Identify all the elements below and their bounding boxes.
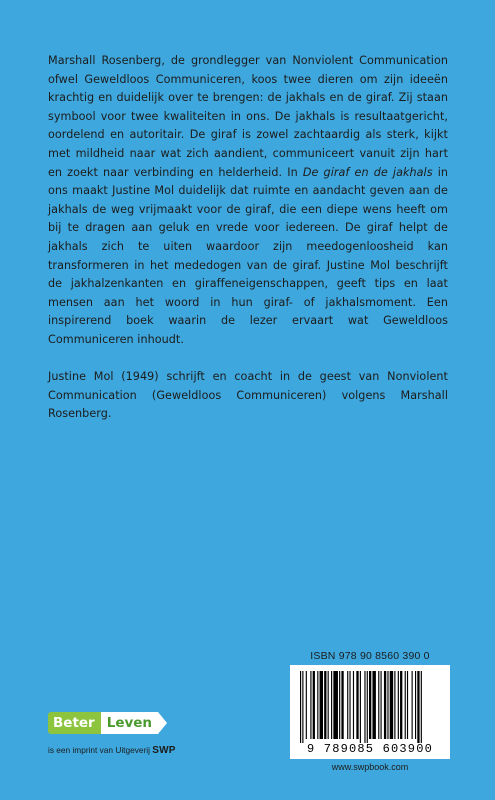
barcode-bar	[324, 671, 326, 739]
barcode-bar	[378, 671, 379, 739]
barcode-bar	[353, 671, 354, 739]
barcode-bar	[398, 671, 399, 739]
back-cover-blurb	[48, 52, 448, 424]
barcode-bar	[421, 671, 422, 743]
barcode-bar	[300, 671, 301, 743]
logo-beter-text: Beter	[48, 712, 101, 734]
barcode-bar	[356, 671, 358, 739]
barcode-bar	[320, 671, 323, 739]
blurb-intro-text: Marshall Rosenberg, de grondlegger van Nonviolent Communication ofwel Geweldloos Communiceren, koos twee dieren om zijn ideeën krachtig en duidelijk over te brengen: de jakhals en de giraf. Zij staan symbool voor twee kwaliteiten in ons. De jakhals is resultaatgericht, oordelend en autoritair. De giraf is zowel zachtaardig als sterk, kijkt met mildheid naar wat zich aandient, communiceert vanuit zijn hart en zoekt naar verbinding en helderheid.	[48, 54, 448, 179]
barcode-bar	[367, 671, 368, 743]
isbn-label: ISBN 978 90 8560 390 0	[310, 650, 430, 662]
barcode-bar	[302, 671, 303, 743]
publisher-website: www.swpbook.com	[331, 762, 409, 772]
blurb-paragraph-2: Justine Mol (1949) schrijft en coacht in de geest van Nonviolent Communication (Geweldloos Communiceren) volgens Marshall Rosenberg.	[48, 370, 448, 421]
imprint-line	[48, 745, 176, 756]
barcode-bar	[310, 671, 311, 739]
barcode-bar	[364, 671, 365, 743]
barcode-bar	[415, 671, 416, 739]
barcode-bar	[331, 671, 332, 739]
barcode-bar	[381, 671, 382, 739]
blurb-paragraph-1	[48, 52, 448, 350]
isbn-block	[290, 650, 450, 773]
barcode-bar	[417, 671, 419, 743]
barcode-bar	[412, 671, 413, 739]
barcode-bar	[369, 671, 371, 739]
barcode-bar	[400, 671, 402, 739]
publisher-name: SWP	[152, 745, 176, 756]
barcode-bar	[387, 671, 388, 739]
blurb-rest-text: in ons maakt Justine Mol duidelijk dat ruimte en aandacht geven aan de jakhals de weg vrijmaakt voor de giraf, die een diepe wens heeft om bij te dragen aan geluk en vrede voor iedereen. De giraf helpt de jakhals zich te uiten waardoor zijn meedogenloosheid kan transformeren in het mededogen van de giraf. Justine Mol beschrijft de jakhalzenkanten en giraffeneigenschappen, geeft tips en laat mensen aan het woord in hun giraf- of jakhalsmoment. Een inspirerend boek waarin de lezer ervaart wat Geweldloos Communiceren inhoudt.	[48, 165, 449, 346]
barcode-bar	[328, 671, 329, 739]
barcode-bar	[394, 671, 395, 739]
barcode-bar	[405, 671, 406, 739]
barcode-bar	[306, 671, 307, 739]
barcode-bar	[390, 671, 393, 739]
barcode	[290, 665, 450, 759]
imprint-text: is een imprint van Uitgeverij	[48, 745, 153, 755]
barcode-digits: 9 789085 603900	[306, 742, 434, 756]
barcode-bar	[317, 671, 318, 739]
barcode-bar	[407, 671, 408, 739]
logo-leven-text: Leven	[101, 712, 158, 734]
blurb-in-text: In	[287, 165, 303, 179]
barcode-bar	[384, 671, 386, 739]
barcode-bar	[372, 671, 375, 739]
barcode-bar	[347, 671, 348, 739]
barcode-bar	[341, 671, 343, 739]
barcode-bar	[349, 671, 350, 739]
barcode-bar	[333, 671, 338, 739]
beter-leven-logo	[48, 712, 167, 734]
book-title: De giraf en de jakhals	[302, 165, 433, 179]
logo-arrow-icon	[158, 712, 167, 734]
barcode-bar	[313, 671, 315, 739]
barcode-bar	[339, 671, 340, 739]
barcode-bar	[360, 671, 361, 743]
